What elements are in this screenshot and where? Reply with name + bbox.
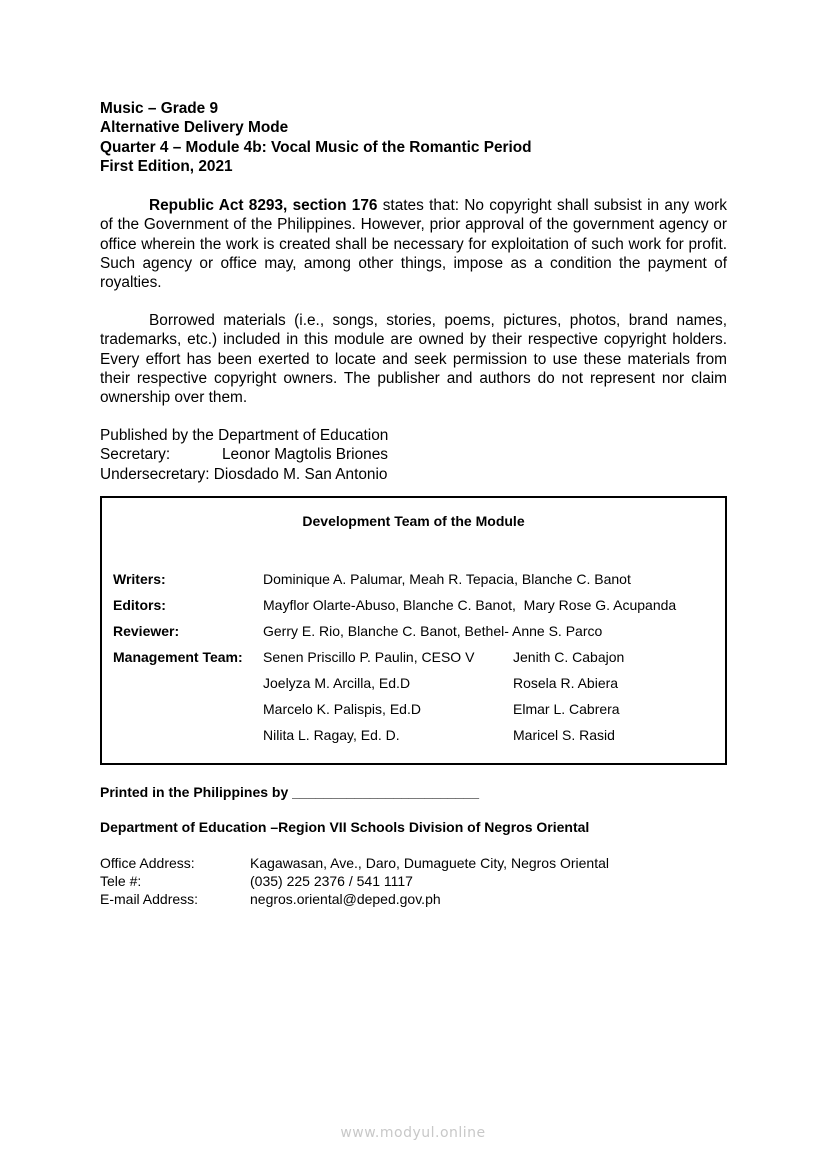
email-value: negros.oriental@deped.gov.ph bbox=[250, 891, 441, 907]
team-member-col1: Marcelo K. Palispis, Ed.D bbox=[263, 701, 421, 717]
team-row bbox=[113, 618, 676, 644]
secretary-label: Secretary: bbox=[100, 446, 171, 464]
copyright-text: states that: No copyright shall subsist in any work of the Government of the Philippines. However, prior approval of the government agency or office wherein the work is created shall be necessary for exploitation of such work for profit. Such agency or office may, among other things, impose as a condition the payment of royalties. bbox=[100, 197, 727, 292]
team-member-col2: Jenith C. Cabajon bbox=[513, 649, 625, 665]
telephone-label: Tele #: bbox=[100, 873, 142, 889]
undersecretary-label: Undersecretary: bbox=[100, 465, 210, 483]
team-row bbox=[113, 566, 676, 592]
copyright-paragraph bbox=[100, 196, 727, 292]
team-row bbox=[113, 592, 676, 618]
watermark: www.modyul.online bbox=[340, 1125, 486, 1141]
team-members: Gerry E. Rio, Blanche C. Banot, Bethel- Anne S. Parco bbox=[263, 623, 603, 639]
team-role: Reviewer: bbox=[113, 623, 180, 639]
title-block bbox=[100, 99, 532, 176]
team-member-col2: Rosela R. Abiera bbox=[513, 675, 619, 691]
borrowed-materials-paragraph bbox=[100, 311, 727, 407]
office-address-label: Office Address: bbox=[100, 855, 195, 871]
team-row bbox=[113, 670, 676, 696]
development-team-list bbox=[113, 566, 676, 748]
team-member-col1: Joelyza M. Arcilla, Ed.D bbox=[263, 675, 411, 691]
edition: First Edition, 2021 bbox=[100, 157, 233, 175]
team-role: Editors: bbox=[113, 597, 166, 613]
publisher-info bbox=[100, 426, 388, 484]
team-members: Dominique A. Palumar, Meah R. Tepacia, Blanche C. Banot bbox=[263, 571, 631, 587]
team-row bbox=[113, 696, 676, 722]
telephone-value: (035) 225 2376 / 541 1117 bbox=[250, 873, 413, 889]
contact-info bbox=[100, 854, 609, 908]
team-members: Mayflor Olarte-Abuso, Blanche C. Banot, Mary Rose G. Acupanda bbox=[263, 597, 677, 613]
team-row bbox=[113, 644, 676, 670]
office-address-value: Kagawasan, Ave., Daro, Dumaguete City, Negros Oriental bbox=[250, 855, 609, 871]
deped-region: Department of Education –Region VII Schools Division of Negros Oriental bbox=[100, 819, 590, 835]
team-member-col2: Maricel S. Rasid bbox=[513, 727, 615, 743]
development-team-title: Development Team of the Module bbox=[302, 513, 525, 529]
secretary-name: Leonor Magtolis Briones bbox=[222, 446, 388, 464]
team-role: Writers: bbox=[113, 571, 166, 587]
published-by: Published by the Department of Education bbox=[100, 427, 389, 444]
delivery-mode: Alternative Delivery Mode bbox=[100, 119, 289, 137]
email-label: E-mail Address: bbox=[100, 891, 199, 907]
printed-by: Printed in the Philippines by ________________________ bbox=[100, 784, 479, 800]
team-member-col1: Senen Priscillo P. Paulin, CESO V bbox=[263, 649, 475, 665]
team-member-col1: Nilita L. Ragay, Ed. D. bbox=[263, 727, 400, 743]
team-role: Management Team: bbox=[113, 649, 243, 665]
module-title: Quarter 4 – Module 4b: Vocal Music of the Romantic Period bbox=[100, 138, 532, 156]
undersecretary-name: Diosdado M. San Antonio bbox=[209, 465, 388, 483]
subject-grade: Music – Grade 9 bbox=[100, 100, 219, 117]
team-row bbox=[113, 722, 676, 748]
team-member-col2: Elmar L. Cabrera bbox=[513, 701, 620, 717]
development-team-box bbox=[100, 496, 727, 765]
copyright-law-reference: Republic Act 8293, section 176 bbox=[149, 197, 378, 214]
borrowed-materials-text: Borrowed materials (i.e., songs, stories, poems, pictures, photos, brand names, trademarks, etc.) included in this module are owned by their respective copyright holders. Every effort has been exerted to locate and seek permission to use these materials from their respective copyright owners. The publisher and authors do not represent nor claim ownership over them. bbox=[100, 312, 727, 407]
